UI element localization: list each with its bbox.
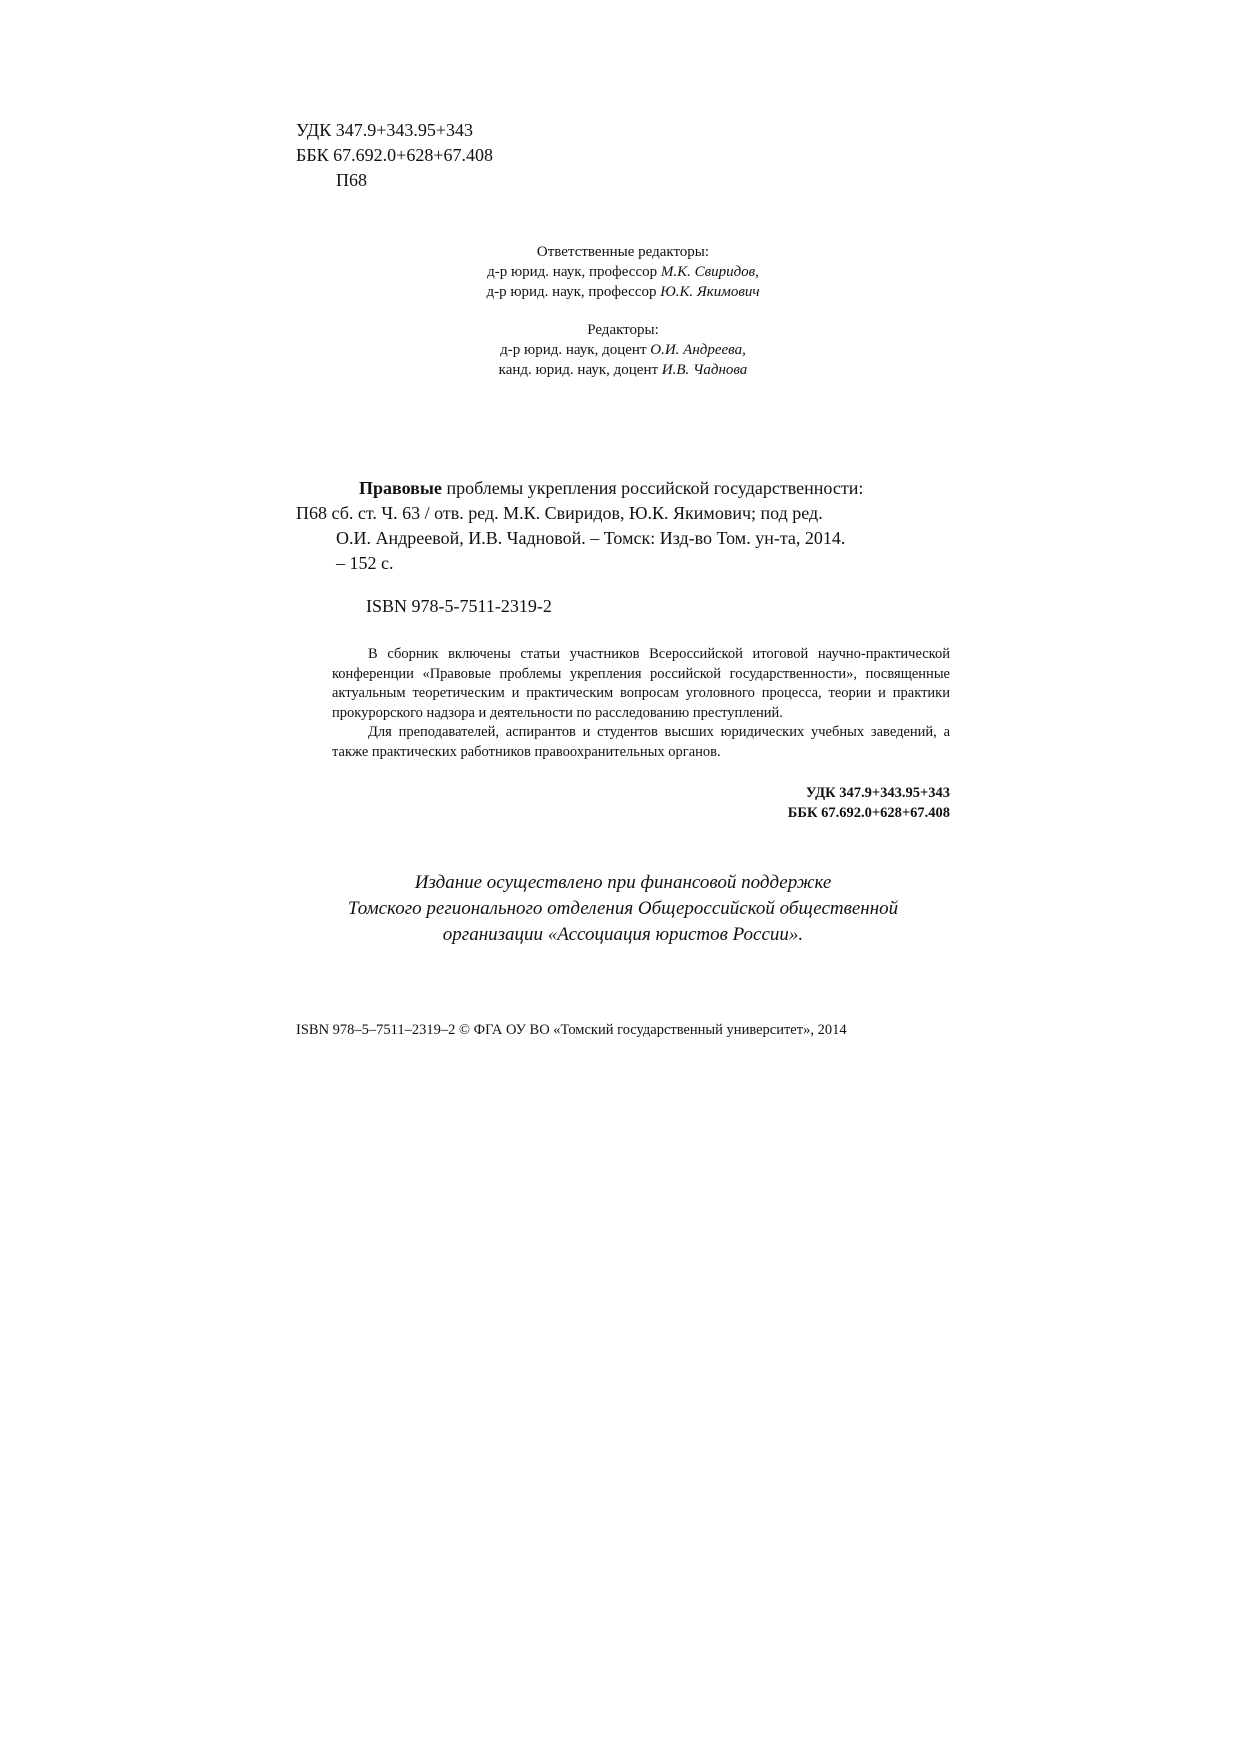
- bbk-code-bold: ББК 67.692.0+628+67.408: [787, 804, 950, 821]
- biblio-line-1: [296, 476, 950, 501]
- biblio-line-2: П68 сб. ст. Ч. 63 / отв. ред. М.К. Свиридов, Ю.К. Якимович; под ред.: [296, 503, 823, 523]
- editor-line: [296, 360, 950, 380]
- responsible-editors-heading: Ответственные редакторы:: [536, 244, 710, 260]
- editor-name: М.К. Свиридов,: [660, 264, 759, 280]
- editor-title: д-р юрид. наук, профессор: [487, 264, 661, 280]
- editor-title: д-р юрид. наук, профессор: [486, 284, 661, 300]
- editors-block: [296, 320, 950, 380]
- funding-note-line: организации «Ассоциация юристов России».: [442, 924, 804, 945]
- isbn: ISBN 978-5-7511-2319-2: [366, 596, 552, 616]
- funding-note-line: Издание осуществлено при финансовой поддержке: [414, 872, 832, 893]
- bibliographic-record: [296, 476, 950, 576]
- funding-note: [296, 870, 950, 948]
- responsible-editor-line: [296, 282, 950, 302]
- annotation-paragraph: В сборник включены статьи участников Всероссийской итоговой научно-практической конференции «Правовые проблемы укрепления российской государственности», посвященные актуальным теоретическим и практическим вопросам уголовного процесса, теории и практики прокурорского надзора и деятельности по расследованию преступлений.: [332, 646, 950, 721]
- biblio-line-3: О.И. Андреевой, И.В. Чадновой. – Томск: Изд-во Том. ун-та, 2014.: [336, 528, 846, 548]
- editor-title: канд. юрид. наук, доцент: [498, 362, 662, 378]
- udk-code-bold: УДК 347.9+343.95+343: [805, 785, 950, 801]
- biblio-line-4: – 152 с.: [336, 553, 394, 573]
- editor-line: [296, 340, 950, 360]
- bottom-classification-codes: [332, 784, 950, 823]
- biblio-title-bold: Правовые: [359, 478, 442, 498]
- editor-title: д-р юрид. наук, доцент: [500, 342, 651, 358]
- responsible-editors-block: [296, 242, 950, 302]
- editor-name: И.В. Чаднова: [661, 362, 748, 378]
- biblio-title-rest: проблемы укрепления российской государственности:: [441, 478, 864, 498]
- funding-note-line: Томского регионального отделения Общероссийской общественной: [347, 898, 899, 919]
- classification-codes: [296, 118, 493, 193]
- annotation-paragraph: Для преподавателей, аспирантов и студентов высших юридических учебных заведений, а также практических работников правоохранительных органов.: [332, 724, 950, 760]
- author-mark: П68: [336, 170, 367, 190]
- editor-name: Ю.К. Якимович: [660, 284, 760, 300]
- responsible-editor-line: [296, 262, 950, 282]
- udk-code: УДК 347.9+343.95+343: [296, 120, 474, 140]
- annotation: [332, 645, 950, 762]
- bbk-code: ББК 67.692.0+628+67.408: [296, 145, 493, 165]
- copyright-line: ISBN 978–5–7511–2319–2 © ФГА ОУ ВО «Томский государственный университет», 2014: [296, 1022, 847, 1038]
- editor-name: О.И. Андреева,: [650, 342, 746, 358]
- editors-heading: Редакторы:: [587, 322, 659, 338]
